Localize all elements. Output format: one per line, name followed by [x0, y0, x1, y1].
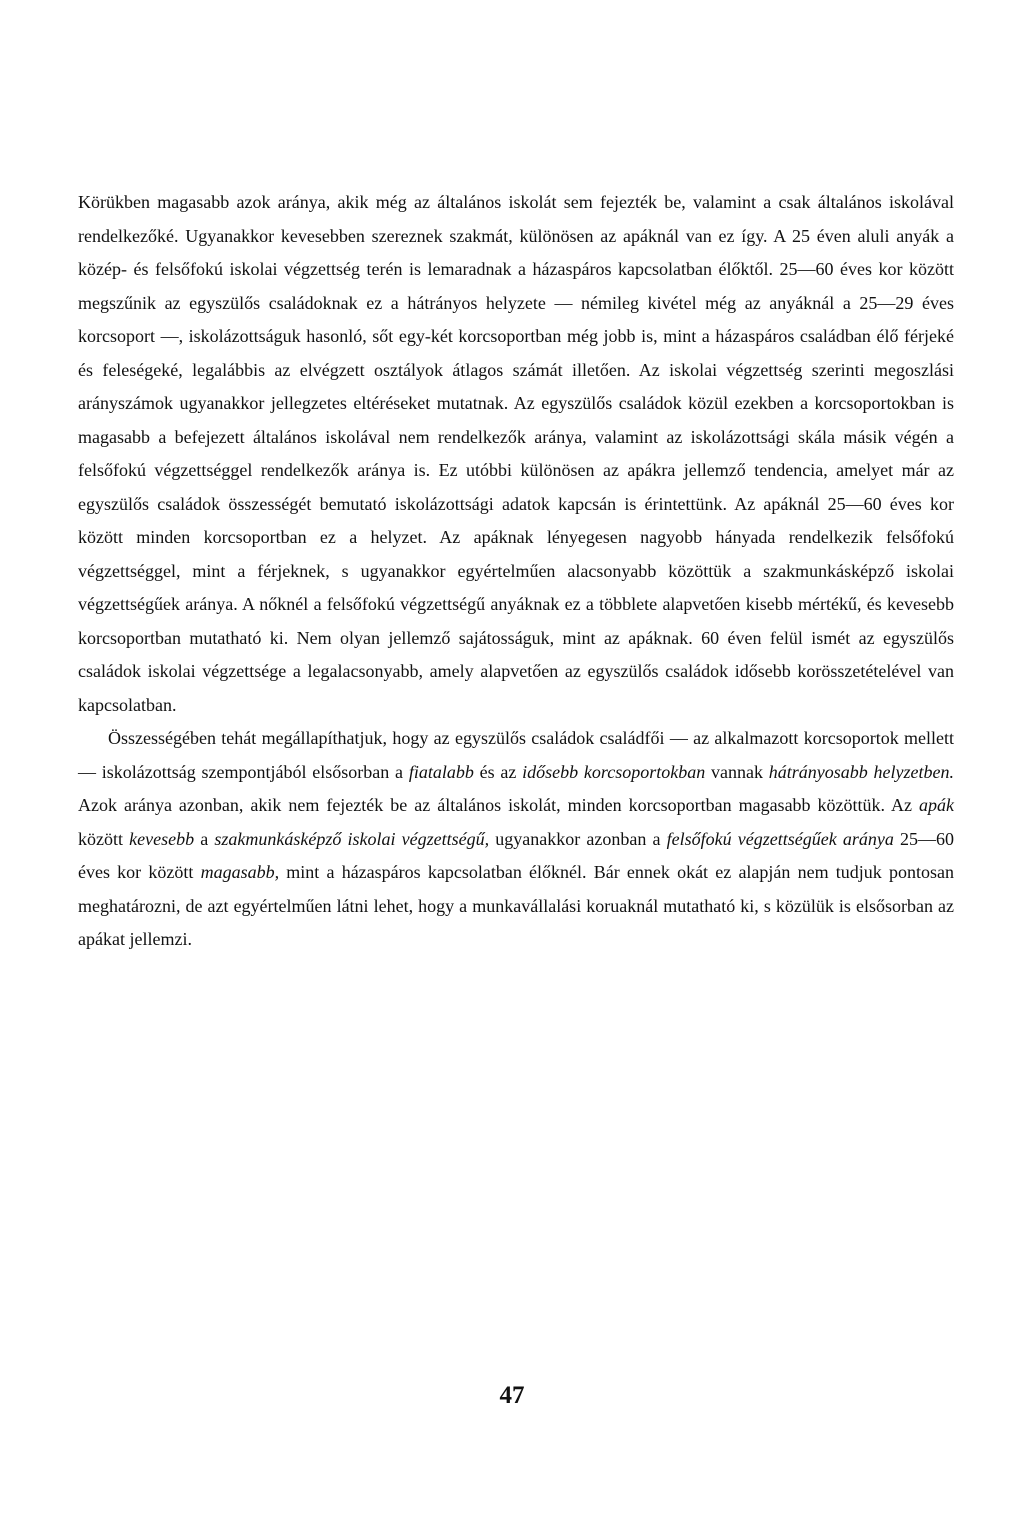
text-run: 25—60 éves kor között [78, 828, 954, 882]
text-run: és az [473, 761, 523, 782]
text-run: mint a házaspáros kapcsolatban élőknél. Bár ennek okát ez alapján nem tudjuk pontosan meghatározni, de azt egyértelműen látni lehet, hogy a munkavállalási koruaknál mutatható ki, s közülük is elsősorban az apákat jellemzi. [78, 862, 954, 949]
text-run: Összességében tehát megállapíthatjuk, hogy az egyszülős családok családfői — az alkalmazott korcsoportok mellett — iskolázottság szempontjából elsősorban a [78, 728, 954, 782]
emphasized-text: hátrányosabb helyzetben. [768, 761, 954, 782]
text-run: között [78, 828, 130, 849]
text-run: a [194, 828, 215, 849]
emphasized-text: felsőfokú végzettségűek aránya [666, 828, 894, 849]
emphasized-text: apák [919, 795, 954, 815]
paragraph-1 [78, 186, 954, 722]
body-text [78, 186, 954, 957]
emphasized-text: szakmunkásképző iskolai végzettségű, [214, 828, 490, 849]
page-number: 47 [499, 1382, 525, 1409]
emphasized-text: kevesebb [129, 828, 195, 849]
emphasized-text: fiatalabb [408, 761, 474, 782]
text-run: ugyanakkor azonban a [489, 828, 667, 849]
text-run: Körükben magasabb azok aránya, akik még az általános iskolát sem fejezték be, valamint a csak általános iskolával rendelkezőké. Ugyanakkor kevesebben szereznek szakmát, különösen az apáknál van ez így. A 25 éven aluli anyák a közép- és felsőfokú iskolai végzettség terén is lemaradnak a házaspáros kapcsolatban élőktől. 25—60 éves kor között megszűnik az egyszülős családoknak ez a hátrányos helyzete — némileg kivétel még az anyáknál a 25—29 éves korcsoport —, iskolázottságuk hasonló, sőt egy-két korcsoportban még jobb is, mint a házaspáros családban élő férjeké és feleségeké, legalábbis az elvégzett osztályok átlagos számát illetően. Az iskolai végzettség szerinti megoszlási arányszámok ugyanakkor jellegzetes eltéréseket mutatnak. Az egyszülős családok közül ezekben a korcsoportokban is magasabb a befejezett általános iskolával nem rendelkezők aránya, valamint az iskolázottsági skála másik végén a felsőfokú végzettséggel rendelkezők aránya is. Ez utóbbi különösen az apákra jellemző tendencia, amelyet már az egyszülős családok összességét bemutató iskolázottsági adatok kapcsán is érintettünk. Az apáknál 25—60 éves kor között minden korcsoportban ez a helyzet. Az apáknak lényegesen nagyobb hányada rendelkezik felsőfokú végzettséggel, mint a férjeknek, s ugyanakkor egyértelműen alacsonyabb közöttük a szakmunkásképző iskolai végzettségűek aránya. A nőknél a felsőfokú végzettségű anyáknak ez a többlete alapvetően kisebb mértékű, és kevesebb korcsoportban mutatható ki. Nem olyan jellemző sajátosságuk, mint az apáknak. 60 éven felül ismét az egyszülős családok iskolai végzettsége a legalacsonyabb, amely alapvetően az egyszülős családok idősebb korösszetételével van kapcsolatban. [78, 192, 954, 715]
emphasized-text: magasabb, [200, 862, 280, 882]
emphasized-text: idősebb korcsoportokban [522, 761, 706, 782]
paragraph-2 [78, 722, 954, 957]
text-run: vannak [705, 761, 769, 782]
text-run: Azok aránya azonban, akik nem fejezték be az általános iskolát, minden korcsoportban magasabb közöttük. Az [78, 795, 919, 815]
